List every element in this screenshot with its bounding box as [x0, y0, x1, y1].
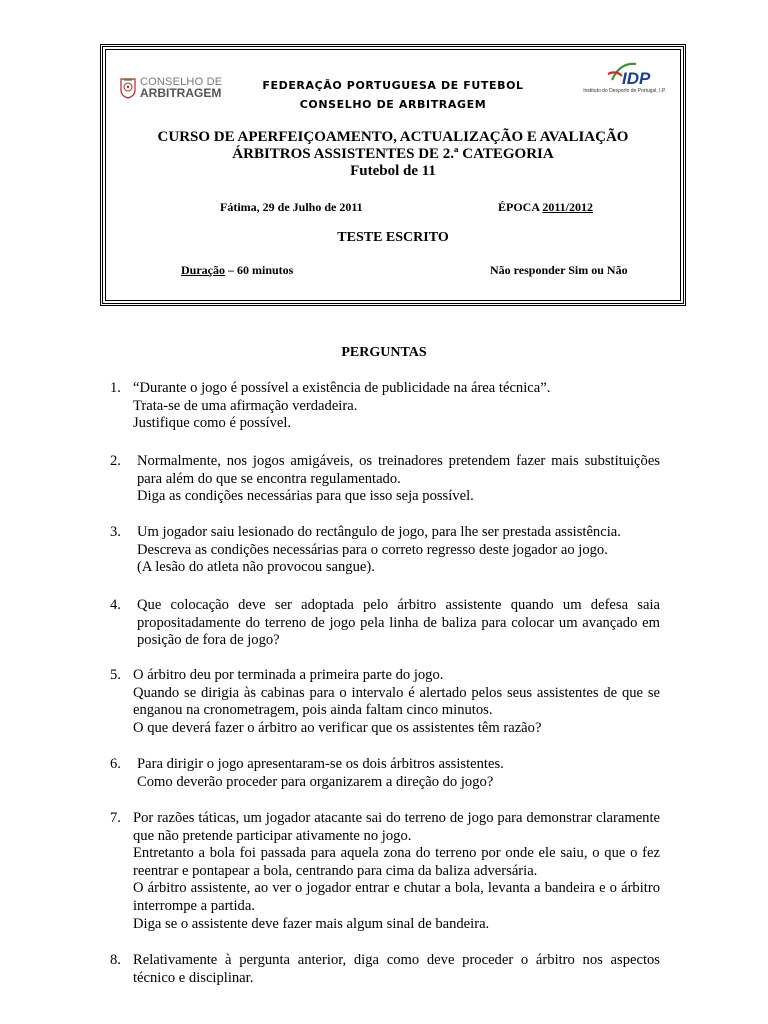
course-line3: Futebol de 11	[350, 163, 436, 179]
council-name: CONSELHO DE ARBITRAGEM	[299, 98, 487, 111]
question-text: Por razões táticas, um jogador atacante sai do terreno de jogo para demonstrar claramente que não pretende participar ativamente no jogo.	[133, 810, 660, 844]
question-line: (A lesão do atleta não provocou sangue).	[137, 559, 375, 576]
question-line: Justifique como é possível.	[133, 415, 292, 432]
question-line: Descreva as condições necessárias para o correto regresso deste jogador ao jogo.	[137, 541, 608, 558]
duration	[181, 263, 293, 278]
question-number: 8.	[110, 952, 121, 968]
question-text: Relativamente à pergunta anterior, diga como deve proceder o árbitro nos aspectos técnico e disciplinar.	[133, 952, 660, 986]
federation-name: FEDERAÇÃO PORTUGUESA DE FUTEBOL	[262, 79, 524, 92]
question-text: O árbitro assistente, ao ver o jogador entrar e chutar a bola, levanta a bandeira e o árbitro interrompe a partida.	[133, 880, 660, 914]
question-text: Quando se dirigia às cabinas para o intervalo é alertado pelos seus assistentes de que se enganou na cronometragem, pois ainda faltam cinco minutos.	[133, 684, 660, 719]
duration-value: – 60 minutos	[225, 263, 294, 277]
question-line: Diga se o assistente deve fazer mais algum sinal de bandeira.	[133, 915, 490, 932]
question-text: Que colocação deve ser adoptada pelo árbitro assistente quando um defesa saia propositadamente do terreno de jogo pela linha de baliza para colocar um avançado em posição de fora de jogo?	[137, 597, 660, 649]
duration-label: Duração	[181, 263, 225, 277]
header-box	[100, 44, 686, 306]
course-line1: CURSO DE APERFEIÇOAMENTO, ACTUALIZAÇÃO E AVALIAÇÃO	[157, 129, 629, 145]
question-number: 5.	[110, 667, 121, 683]
header-box-inner	[105, 49, 681, 301]
question-line: “Durante o jogo é possível a existência de publicidade na área técnica”.	[133, 380, 551, 396]
idp-subtitle: Instituto do Desporto de Portugal, I.P.	[583, 88, 666, 94]
question-number: 1.	[110, 380, 121, 396]
question-line: Um jogador saiu lesionado do rectângulo de jogo, para lhe ser prestada assistência.	[137, 524, 621, 540]
question-number: 7.	[110, 810, 121, 826]
question-text: Diga as condições necessárias para que isso seja possível.	[137, 488, 474, 505]
course-title	[106, 129, 680, 180]
idp-logo-icon	[606, 60, 656, 88]
question-number: 3.	[110, 524, 121, 540]
instruction: Não responder Sim ou Não	[490, 263, 628, 277]
question-number: 6.	[110, 756, 121, 772]
question-number: 4.	[110, 597, 121, 613]
question-line: Trata-se de uma afirmação verdadeira.	[133, 397, 358, 414]
question-line: O árbitro deu por terminada a primeira parte do jogo.	[133, 667, 444, 683]
question-text: Normalmente, nos jogos amigáveis, os treinadores pretendem fazer mais substituições para além do que se encontra regulamentado.	[137, 453, 660, 487]
logo-left-line1: CONSELHO DE	[140, 76, 223, 88]
idp-mark-text: IDP	[622, 69, 651, 88]
place-date: Fátima, 29 de Julho de 2011	[220, 200, 363, 214]
test-title: TESTE ESCRITO	[337, 230, 449, 245]
idp-logo	[576, 60, 666, 100]
question-line: Como deverão proceder para organizarem a direção do jogo?	[137, 773, 494, 790]
epoca	[498, 200, 593, 215]
question-line: Para dirigir o jogo apresentaram-se os dois árbitros assistentes.	[137, 756, 504, 772]
epoca-value: 2011/2012	[542, 200, 594, 214]
question-text: Entretanto a bola foi passada para aquela zona do terreno por onde ele saiu, o que o fez reentrar e pontapear a bola, centrando para cima da baliza adversária.	[133, 845, 660, 879]
course-line2: ÁRBITROS ASSISTENTES DE 2.ª CATEGORIA	[232, 146, 554, 162]
question-number: 2.	[110, 453, 121, 469]
logo-left-line2: ARBITRAGEM	[140, 86, 222, 100]
section-title: PERGUNTAS	[341, 345, 427, 360]
question-line: O que deverá fazer o árbitro ao verificar que os assistentes têm razão?	[133, 719, 542, 736]
epoca-label: ÉPOCA	[498, 200, 543, 214]
